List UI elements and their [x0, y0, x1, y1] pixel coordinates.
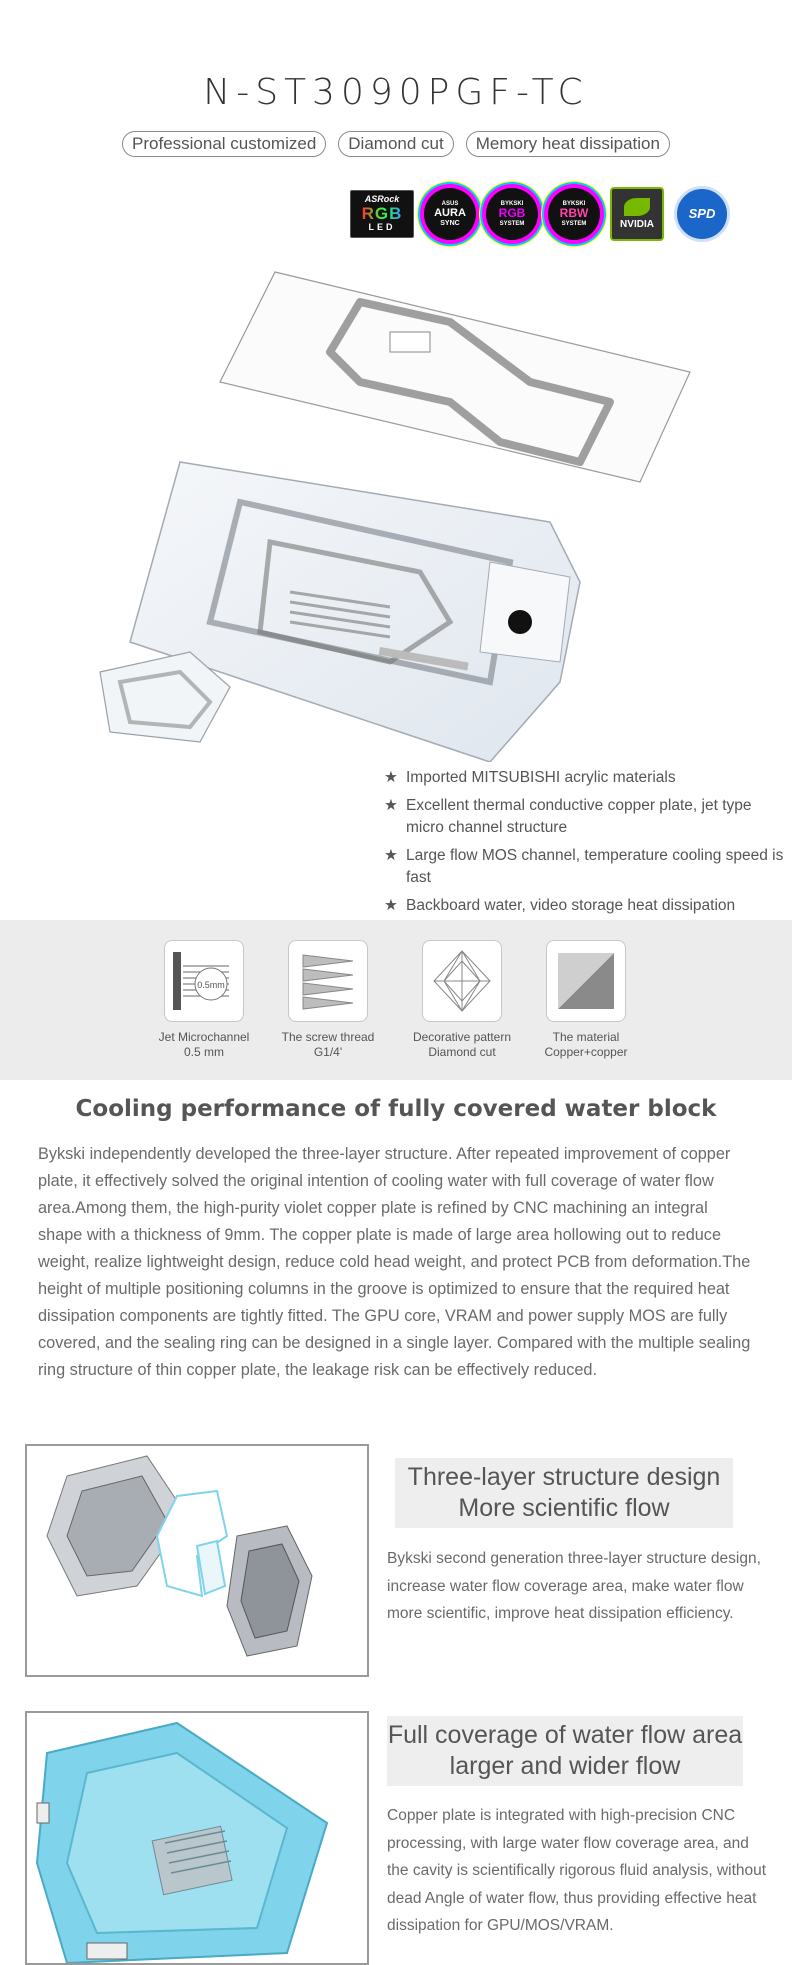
water-flow-body: Copper plate is integrated with high-precision CNC processing, with large water flow coverage area, and the cavity is scientifically rigorous fluid analysis, without dead Angle of water flow, thus providing effective heat dissipation for GPU/MOS/VRAM.	[387, 1807, 767, 1934]
three-layer-body: Bykski second generation three-layer structure design, increase water flow coverage area, make water flow more scientific, improve heat dissipation efficiency.	[387, 1550, 761, 1622]
section-body: Bykski independently developed the three-layer structure. After repeated improvement of copper plate, it effectively solved the original intention of cooling water with full coverage of water flow area.Among them, the high-purity violet copper plate is refined by CNC machining an integral shape with a thickness of 9mm. The copper plate is made of large area hollowing out to reduce weight, realize lightweight design, reduce cold head weight, and protect PCB from deformation.The height of multiple positioning columns in the groove is optimized to ensure that the required heat dissipation components are tightly fitted. The GPU core, VRAM and power supply MOS are fully covered, and the sealing ring can be designed in a single layer. Compared with the multiple sealing ring structure of thin copper plate, the leakage risk can be effectively reduced.	[38, 1145, 751, 1379]
spd-logo: SPD	[674, 186, 730, 242]
spec-screw-thread	[268, 940, 388, 1060]
spec-value: Diamond cut	[428, 1045, 496, 1059]
spec-name: The screw thread	[281, 1030, 375, 1044]
three-layer-heading: Three-layer structure design More scientific flow	[395, 1458, 733, 1528]
star-icon: ★	[384, 897, 398, 914]
nvidia-eye-icon	[624, 198, 650, 216]
microchannel-icon	[164, 940, 244, 1022]
diamond-pattern-icon	[422, 940, 502, 1022]
asus-aura-sync-logo: ASUS AURA SYNC	[424, 188, 476, 240]
star-icon: ★	[384, 847, 398, 864]
tag-diamond-cut: Diamond cut	[338, 131, 453, 157]
product-title: N-ST3090PGF-TC	[203, 72, 589, 113]
spec-name: Jet Microchannel	[158, 1030, 250, 1044]
feature-item: ★ Imported MITSUBISHI acrylic materials	[384, 767, 784, 789]
copper-material-icon	[546, 940, 626, 1022]
asrock-rgb-led-logo: ASRock RGB LED	[350, 190, 414, 238]
water-flow-coverage-image	[25, 1711, 369, 1965]
microchannel-label: 0.5mm	[197, 980, 225, 990]
bykski-rgb-system-logo: BYKSKI RGB SYSTEM	[486, 188, 538, 240]
spec-value: G1/4'	[313, 1045, 343, 1059]
star-icon: ★	[384, 797, 398, 814]
spec-name: The material	[552, 1030, 620, 1044]
bykski-rbw-system-logo: BYKSKI RBW SYSTEM	[548, 188, 600, 240]
screw-thread-icon	[288, 940, 368, 1022]
spec-material	[526, 940, 646, 1060]
feature-item: ★ Excellent thermal conductive copper plate, jet type micro channel structure	[384, 797, 752, 836]
tag-professional: Professional customized	[122, 131, 326, 157]
spec-name: Decorative pattern	[412, 1030, 512, 1044]
compatibility-logos	[350, 186, 730, 242]
three-layer-exploded-image	[25, 1444, 369, 1677]
nvidia-logo: NVIDIA	[610, 187, 664, 241]
spec-band	[0, 920, 792, 1080]
spec-value: Copper+copper	[544, 1045, 628, 1059]
star-icon: ★	[384, 769, 398, 786]
tag-memory-heat: Memory heat dissipation	[466, 131, 670, 157]
spec-microchannel	[144, 940, 264, 1060]
section-title: Cooling performance of fully covered water block	[75, 1096, 717, 1122]
spec-value: 0.5 mm	[183, 1045, 224, 1059]
feature-item: ★ Backboard water, video storage heat dissipation	[384, 895, 784, 917]
feature-list	[384, 767, 784, 923]
water-block-product-image	[90, 262, 730, 762]
tag-row	[0, 131, 792, 157]
feature-item: ★ Large flow MOS channel, temperature cooling speed is fast	[384, 847, 784, 886]
water-flow-heading: Full coverage of water flow area larger and wider flow	[387, 1716, 743, 1786]
spec-decorative-pattern	[402, 940, 522, 1060]
